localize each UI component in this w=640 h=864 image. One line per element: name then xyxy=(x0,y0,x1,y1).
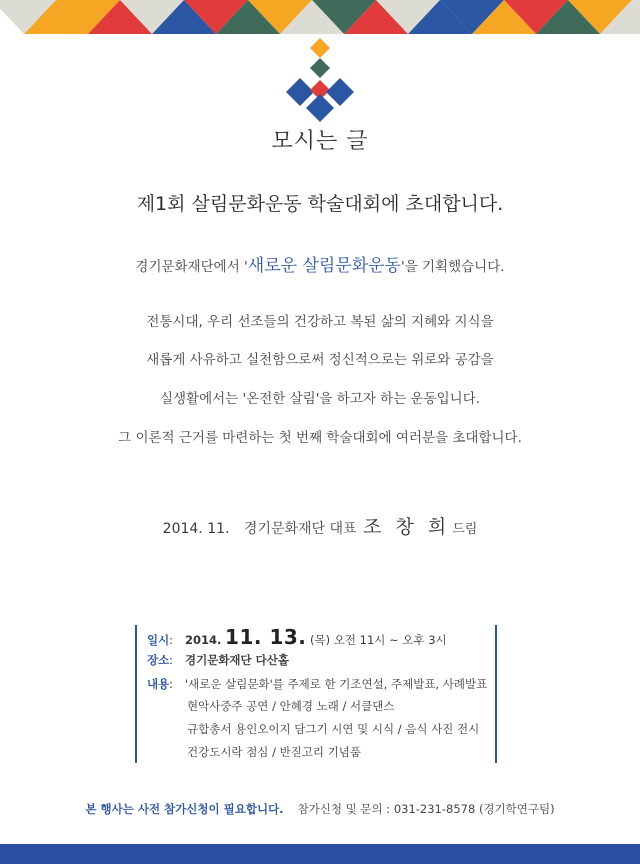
page-title: 모시는 글 xyxy=(271,129,369,154)
invitation-headline: 제1회 살림문화운동 학술대회에 초대합니다. xyxy=(136,193,504,215)
content-label: 내용 xyxy=(147,677,170,691)
body-line: 그 이론적 근거를 마련하는 첫 번째 학술대회에 여러분을 초대합니다. xyxy=(118,430,522,446)
logo-diamond-blue-bottom xyxy=(306,94,334,122)
date-label: 일시 xyxy=(147,633,170,647)
logo-diamond-green xyxy=(310,58,330,78)
registration-required: 본 행사는 사전 참가신청이 필요합니다. xyxy=(85,802,284,816)
info-left-rule xyxy=(135,625,137,763)
content-line: 규합총서 용인오이지 담그기 시연 및 시식 / 음식 사진 전시 xyxy=(187,722,480,736)
date-month-day: 11. 13. xyxy=(225,625,307,649)
logo-diamond-blue-right xyxy=(326,78,354,106)
info-row-place: 장소: 경기문화재단 다산홀 xyxy=(147,653,289,667)
signature-org: 경기문화재단 대표 xyxy=(243,521,357,537)
contact-info: 참가신청 및 문의 : 031-231-8578 (경기학연구팀) xyxy=(297,802,555,816)
content-line: 현악사중주 공연 / 안혜경 노래 / 서클댄스 xyxy=(187,699,395,713)
signature-name: 조 창 희 xyxy=(363,516,451,538)
signature-closing: 드림 xyxy=(452,522,478,537)
top-triangle-border xyxy=(0,0,640,34)
content-line: 건강도시락 점심 / 반짇고리 기념품 xyxy=(187,745,362,759)
bottom-band xyxy=(0,844,640,864)
info-right-rule xyxy=(495,625,497,763)
place-value: 경기문화재단 다산홀 xyxy=(185,653,289,667)
event-info-box xyxy=(135,625,497,763)
intro-prefix: 경기문화재단에서 ' xyxy=(135,259,248,275)
logo-diamond-blue-left xyxy=(286,78,314,106)
footer-note xyxy=(0,801,640,817)
logo-diamond-orange xyxy=(310,38,330,58)
place-label: 장소 xyxy=(147,653,170,667)
signature xyxy=(0,512,640,539)
date-year: 2014. xyxy=(185,633,222,647)
intro-line xyxy=(0,251,640,276)
date-time: (목) 오전 11시 ~ 오후 3시 xyxy=(310,633,447,647)
intro-highlight: 새로운 살림문화운동 xyxy=(247,256,401,276)
content-line: '새로운 살림문화'를 주제로 한 기조연설, 주제발표, 사례발표 xyxy=(185,677,488,691)
diamond-logo-icon xyxy=(286,36,354,122)
intro-suffix: '을 기획했습니다. xyxy=(400,259,505,275)
body-line: 전통시대, 우리 선조들의 건강하고 복된 삶의 지혜와 지식을 xyxy=(146,314,494,330)
info-row-date: 일시: 2014. 11. 13. (목) 오전 11시 ~ 오후 3시 xyxy=(147,625,447,649)
body-line: 실생활에서는 '온전한 살림'을 하고자 하는 운동입니다. xyxy=(159,391,481,407)
signature-date: 2014. 11. xyxy=(162,521,230,537)
body-line: 새롭게 사유하고 실천함으로써 정신적으로는 위로와 공감을 xyxy=(146,352,494,368)
info-row-content: 내용: '새로운 살림문화'를 주제로 한 기조연설, 주제발표, 사례발표 xyxy=(147,677,488,691)
